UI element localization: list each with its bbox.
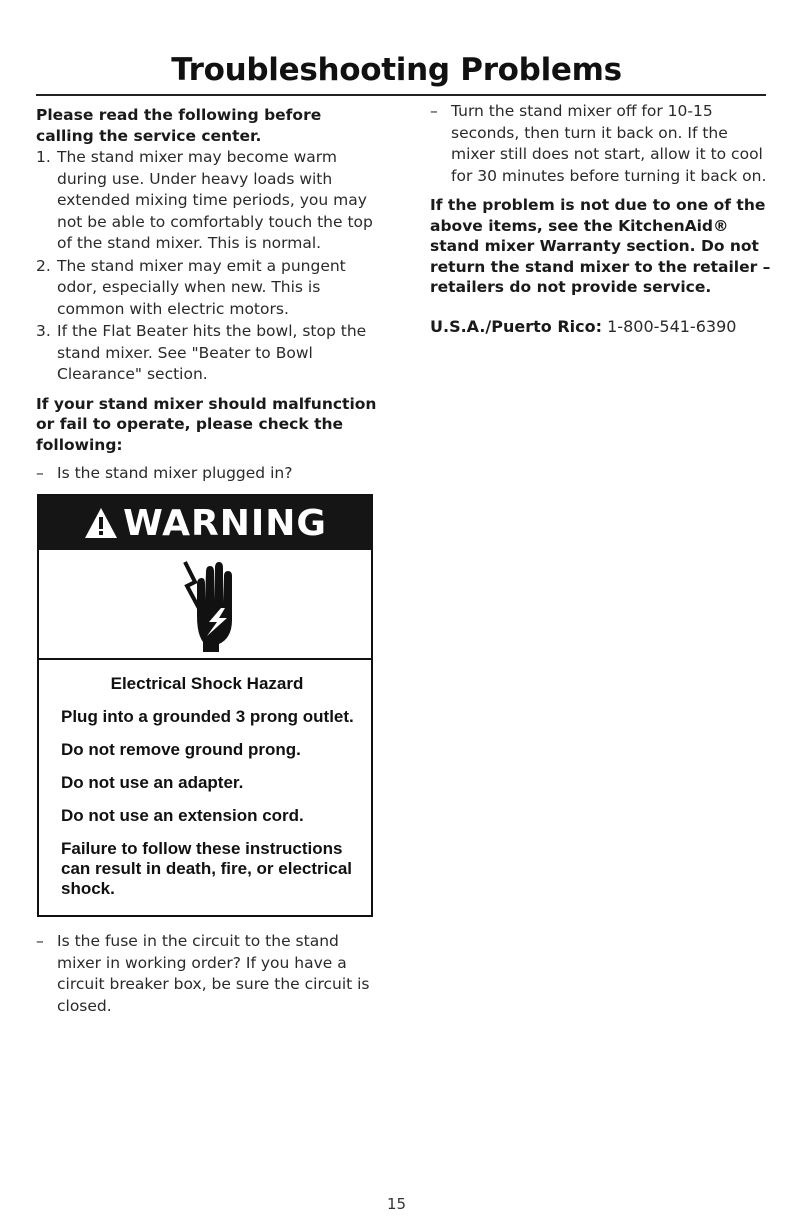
electrical-shock-hand-icon bbox=[175, 556, 237, 654]
warning-banner bbox=[39, 496, 371, 550]
warning-box bbox=[37, 494, 373, 917]
list-item bbox=[36, 147, 381, 255]
list-item bbox=[36, 321, 381, 386]
right-column bbox=[430, 101, 775, 337]
service-phone bbox=[430, 316, 775, 338]
list-item bbox=[36, 256, 381, 321]
check-fuse-item bbox=[36, 931, 381, 1017]
dash-mark: – bbox=[430, 102, 438, 120]
left-column bbox=[36, 101, 381, 485]
list-text: The stand mixer may emit a pungent odor, especially when new. This is common with electric motors. bbox=[57, 256, 346, 318]
malfunction-heading: If your stand mixer should malfunction or fail to operate, please check the following: bbox=[36, 394, 377, 454]
warning-line: Failure to follow these instructions can result in death, fire, or electrical shock. bbox=[61, 839, 352, 898]
title-divider bbox=[36, 94, 766, 96]
normal-conditions-list bbox=[36, 147, 381, 386]
service-note: If the problem is not due to one of the above items, see the KitchenAid® stand mixer Warranty section. Do not return the stand mixer to the retailer – retailers do not provide service. bbox=[430, 196, 771, 296]
warning-line: Plug into a grounded 3 prong outlet. bbox=[61, 707, 354, 726]
intro-heading: Please read the following before calling the service center. bbox=[36, 106, 322, 145]
phone-label: U.S.A./Puerto Rico: bbox=[430, 316, 603, 336]
warning-text bbox=[61, 674, 361, 899]
warning-line: Do not use an adapter. bbox=[61, 773, 244, 792]
warning-line: Do not remove ground prong. bbox=[61, 740, 301, 759]
warning-label: WARNING bbox=[123, 502, 327, 544]
warning-triangle-icon bbox=[83, 506, 119, 540]
check-text: Is the fuse in the circuit to the stand mixer in working order? If you have a circuit breaker box, be sure the circuit is closed. bbox=[57, 932, 370, 1015]
check-turn-off-item bbox=[430, 101, 775, 187]
dash-mark: – bbox=[36, 932, 44, 950]
list-number: 2. bbox=[36, 256, 51, 275]
check-text: Turn the stand mixer off for 10-15 seconds, then turn it back on. If the mixer still does not start, allow it to cool for 30 minutes before turning it back on. bbox=[451, 102, 767, 185]
fuse-check bbox=[36, 931, 381, 1017]
dash-mark: – bbox=[36, 464, 44, 482]
check-plugged-item bbox=[36, 463, 381, 485]
list-text: If the Flat Beater hits the bowl, stop the stand mixer. See "Beater to Bowl Clearance" section. bbox=[57, 322, 367, 383]
list-text: The stand mixer may become warm during use. Under heavy loads with extended mixing time periods, you may not be able to comfortably touch the top of the stand mixer. This is normal. bbox=[57, 148, 373, 252]
list-number: 1. bbox=[36, 148, 51, 166]
page-title: Troubleshooting Problems bbox=[171, 52, 622, 88]
phone-number: 1-800-541-6390 bbox=[607, 316, 737, 336]
check-text: Is the stand mixer plugged in? bbox=[57, 464, 293, 482]
page-number: 15 bbox=[386, 1195, 407, 1213]
hazard-title: Electrical Shock Hazard bbox=[110, 674, 304, 693]
warning-line: Do not use an extension cord. bbox=[61, 806, 304, 825]
shock-icon-area bbox=[39, 550, 371, 660]
list-number: 3. bbox=[36, 322, 51, 340]
